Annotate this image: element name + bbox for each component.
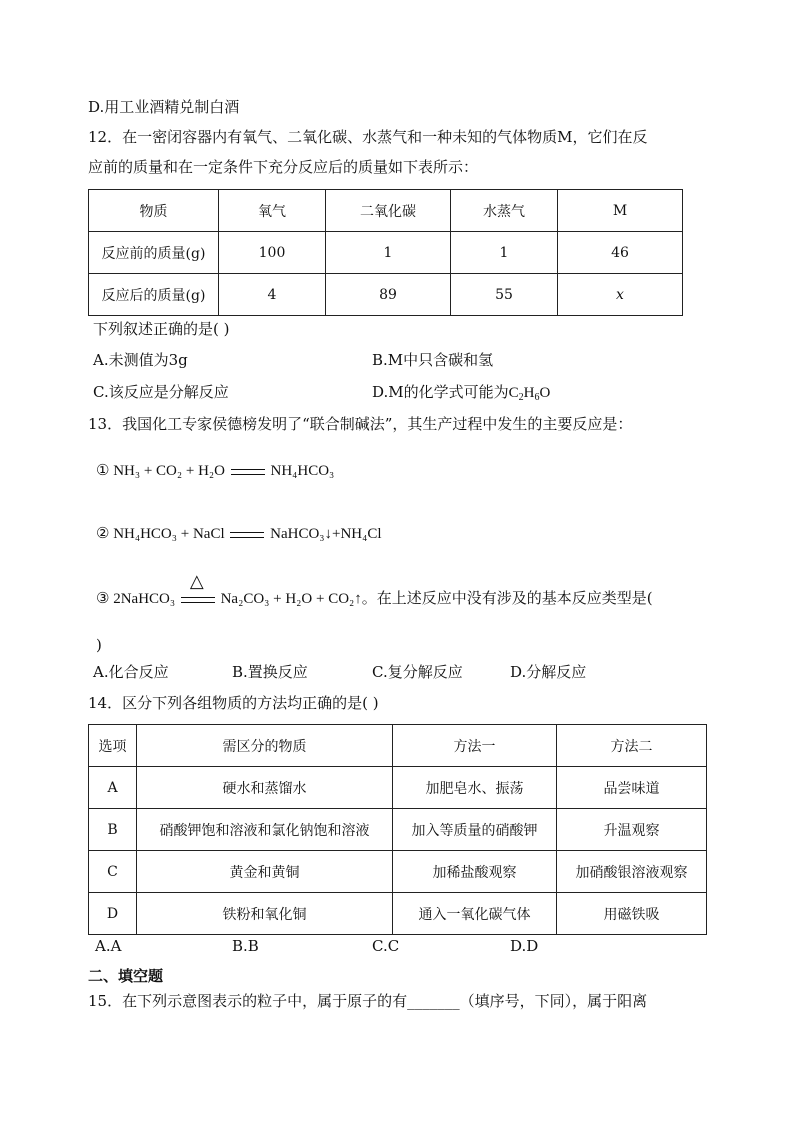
- q12-option-d-formula: $C_2H_6O$: [508, 385, 551, 403]
- table-header-cell: 水蒸气: [451, 190, 558, 232]
- table-header-cell: 物质: [89, 190, 219, 232]
- table-row: [89, 190, 683, 232]
- q13-option-a: A.化合反应: [93, 663, 169, 681]
- heating-equals-sign: [181, 570, 215, 603]
- q12-option-a: A.未测值为3g: [93, 351, 188, 369]
- q12-mass-table: [88, 189, 683, 316]
- table-cell: 55: [451, 274, 558, 316]
- q11-option-d: D.用工业酒精兑制白酒: [88, 98, 240, 116]
- table-row: [89, 767, 707, 809]
- table-header-cell: 方法一: [393, 725, 557, 767]
- section-heading: 二、填空题: [88, 967, 164, 985]
- table-cell: B: [89, 809, 137, 851]
- table-row: [89, 232, 683, 274]
- table-row: [89, 809, 707, 851]
- q12-text-line2: 应前的质量和在一定条件下充分反应后的质量如下表所示：: [88, 158, 479, 176]
- table-header-cell: M: [558, 190, 683, 232]
- table-cell: 加稀盐酸观察: [393, 851, 557, 893]
- q13-reaction-3: ③ 2NaHCO₃ △ Na₂CO₃ + H₂O + CO₂↑。在上述反应中没有涉及的基本反应类型是(: [96, 570, 653, 607]
- table-cell: 加入等质量的硝酸钾: [393, 809, 557, 851]
- table-header-cell: 需区分的物质: [137, 725, 393, 767]
- q13-reaction-2: ② NH₄HCO₃ + NaCl NaHCO₃↓+NH₄Cl: [96, 526, 382, 542]
- table-cell: x: [558, 274, 683, 316]
- table-cell: 用磁铁吸: [557, 893, 707, 935]
- q14-method-table: [88, 724, 707, 935]
- q14-option-d: D.D: [510, 937, 539, 955]
- table-cell: 加硝酸银溶液观察: [557, 851, 707, 893]
- table-cell: 46: [558, 232, 683, 274]
- table-header-cell: 氧气: [219, 190, 326, 232]
- table-header-cell: 二氧化碳: [326, 190, 451, 232]
- q13-reaction-1: ① NH₃ + CO₂ + H₂O NH₄HCO₃: [96, 463, 335, 479]
- table-cell: 硝酸钾饱和溶液和氯化钠饱和溶液: [137, 809, 393, 851]
- q12-option-b: B.M中只含碳和氢: [372, 351, 494, 369]
- q12-option-d-text: D.M的化学式可能为: [372, 383, 509, 401]
- table-header-cell: 方法二: [557, 725, 707, 767]
- q14-option-c: C.C: [372, 937, 400, 955]
- table-cell: 通入一氧化碳气体: [393, 893, 557, 935]
- table-cell: 89: [326, 274, 451, 316]
- table-cell: 反应前的质量(g): [89, 232, 219, 274]
- table-cell: 4: [219, 274, 326, 316]
- table-cell: 硬水和蒸馏水: [137, 767, 393, 809]
- table-cell: A: [89, 767, 137, 809]
- table-cell: 1: [451, 232, 558, 274]
- q15-text: 15．在下列示意图表示的粒子中，属于原子的有_______（填序号，下同），属于阳离: [88, 992, 648, 1010]
- table-row: [89, 725, 707, 767]
- q13-option-b: B.置换反应: [232, 663, 308, 681]
- heat-triangle-icon: △: [189, 570, 204, 591]
- q13-intro: 13．我国化工专家侯德榜发明了“联合制碱法”，其生产过程中发生的主要反应是：: [88, 415, 633, 433]
- table-cell: D: [89, 893, 137, 935]
- table-cell: 升温观察: [557, 809, 707, 851]
- q13-close-paren: ): [96, 636, 102, 654]
- q14-question: 14．区分下列各组物质的方法均正确的是( ): [88, 694, 379, 712]
- equals-sign-icon: [231, 469, 265, 475]
- q13-option-d: D.分解反应: [510, 663, 587, 681]
- q14-option-b: B.B: [232, 937, 259, 955]
- q13-option-c: C.复分解反应: [372, 663, 463, 681]
- table-row: [89, 893, 707, 935]
- table-cell: 黄金和黄铜: [137, 851, 393, 893]
- table-row: [89, 274, 683, 316]
- table-cell: 100: [219, 232, 326, 274]
- table-cell: C: [89, 851, 137, 893]
- q12-text-line1: 12．在一密闭容器内有氧气、二氧化碳、水蒸气和一种未知的气体物质M，它们在反: [88, 128, 648, 146]
- q14-option-a: A.A: [95, 937, 122, 955]
- q12-question: 下列叙述正确的是( ): [93, 320, 230, 338]
- table-header-cell: 选项: [89, 725, 137, 767]
- table-cell: 品尝味道: [557, 767, 707, 809]
- table-row: [89, 851, 707, 893]
- table-cell: 反应后的质量(g): [89, 274, 219, 316]
- q12-option-c: C.该反应是分解反应: [93, 383, 229, 401]
- table-cell: 铁粉和氧化铜: [137, 893, 393, 935]
- table-cell: 加肥皂水、振荡: [393, 767, 557, 809]
- equals-sign-icon: [230, 532, 264, 538]
- q12-option-d: [372, 381, 550, 409]
- table-cell: 1: [326, 232, 451, 274]
